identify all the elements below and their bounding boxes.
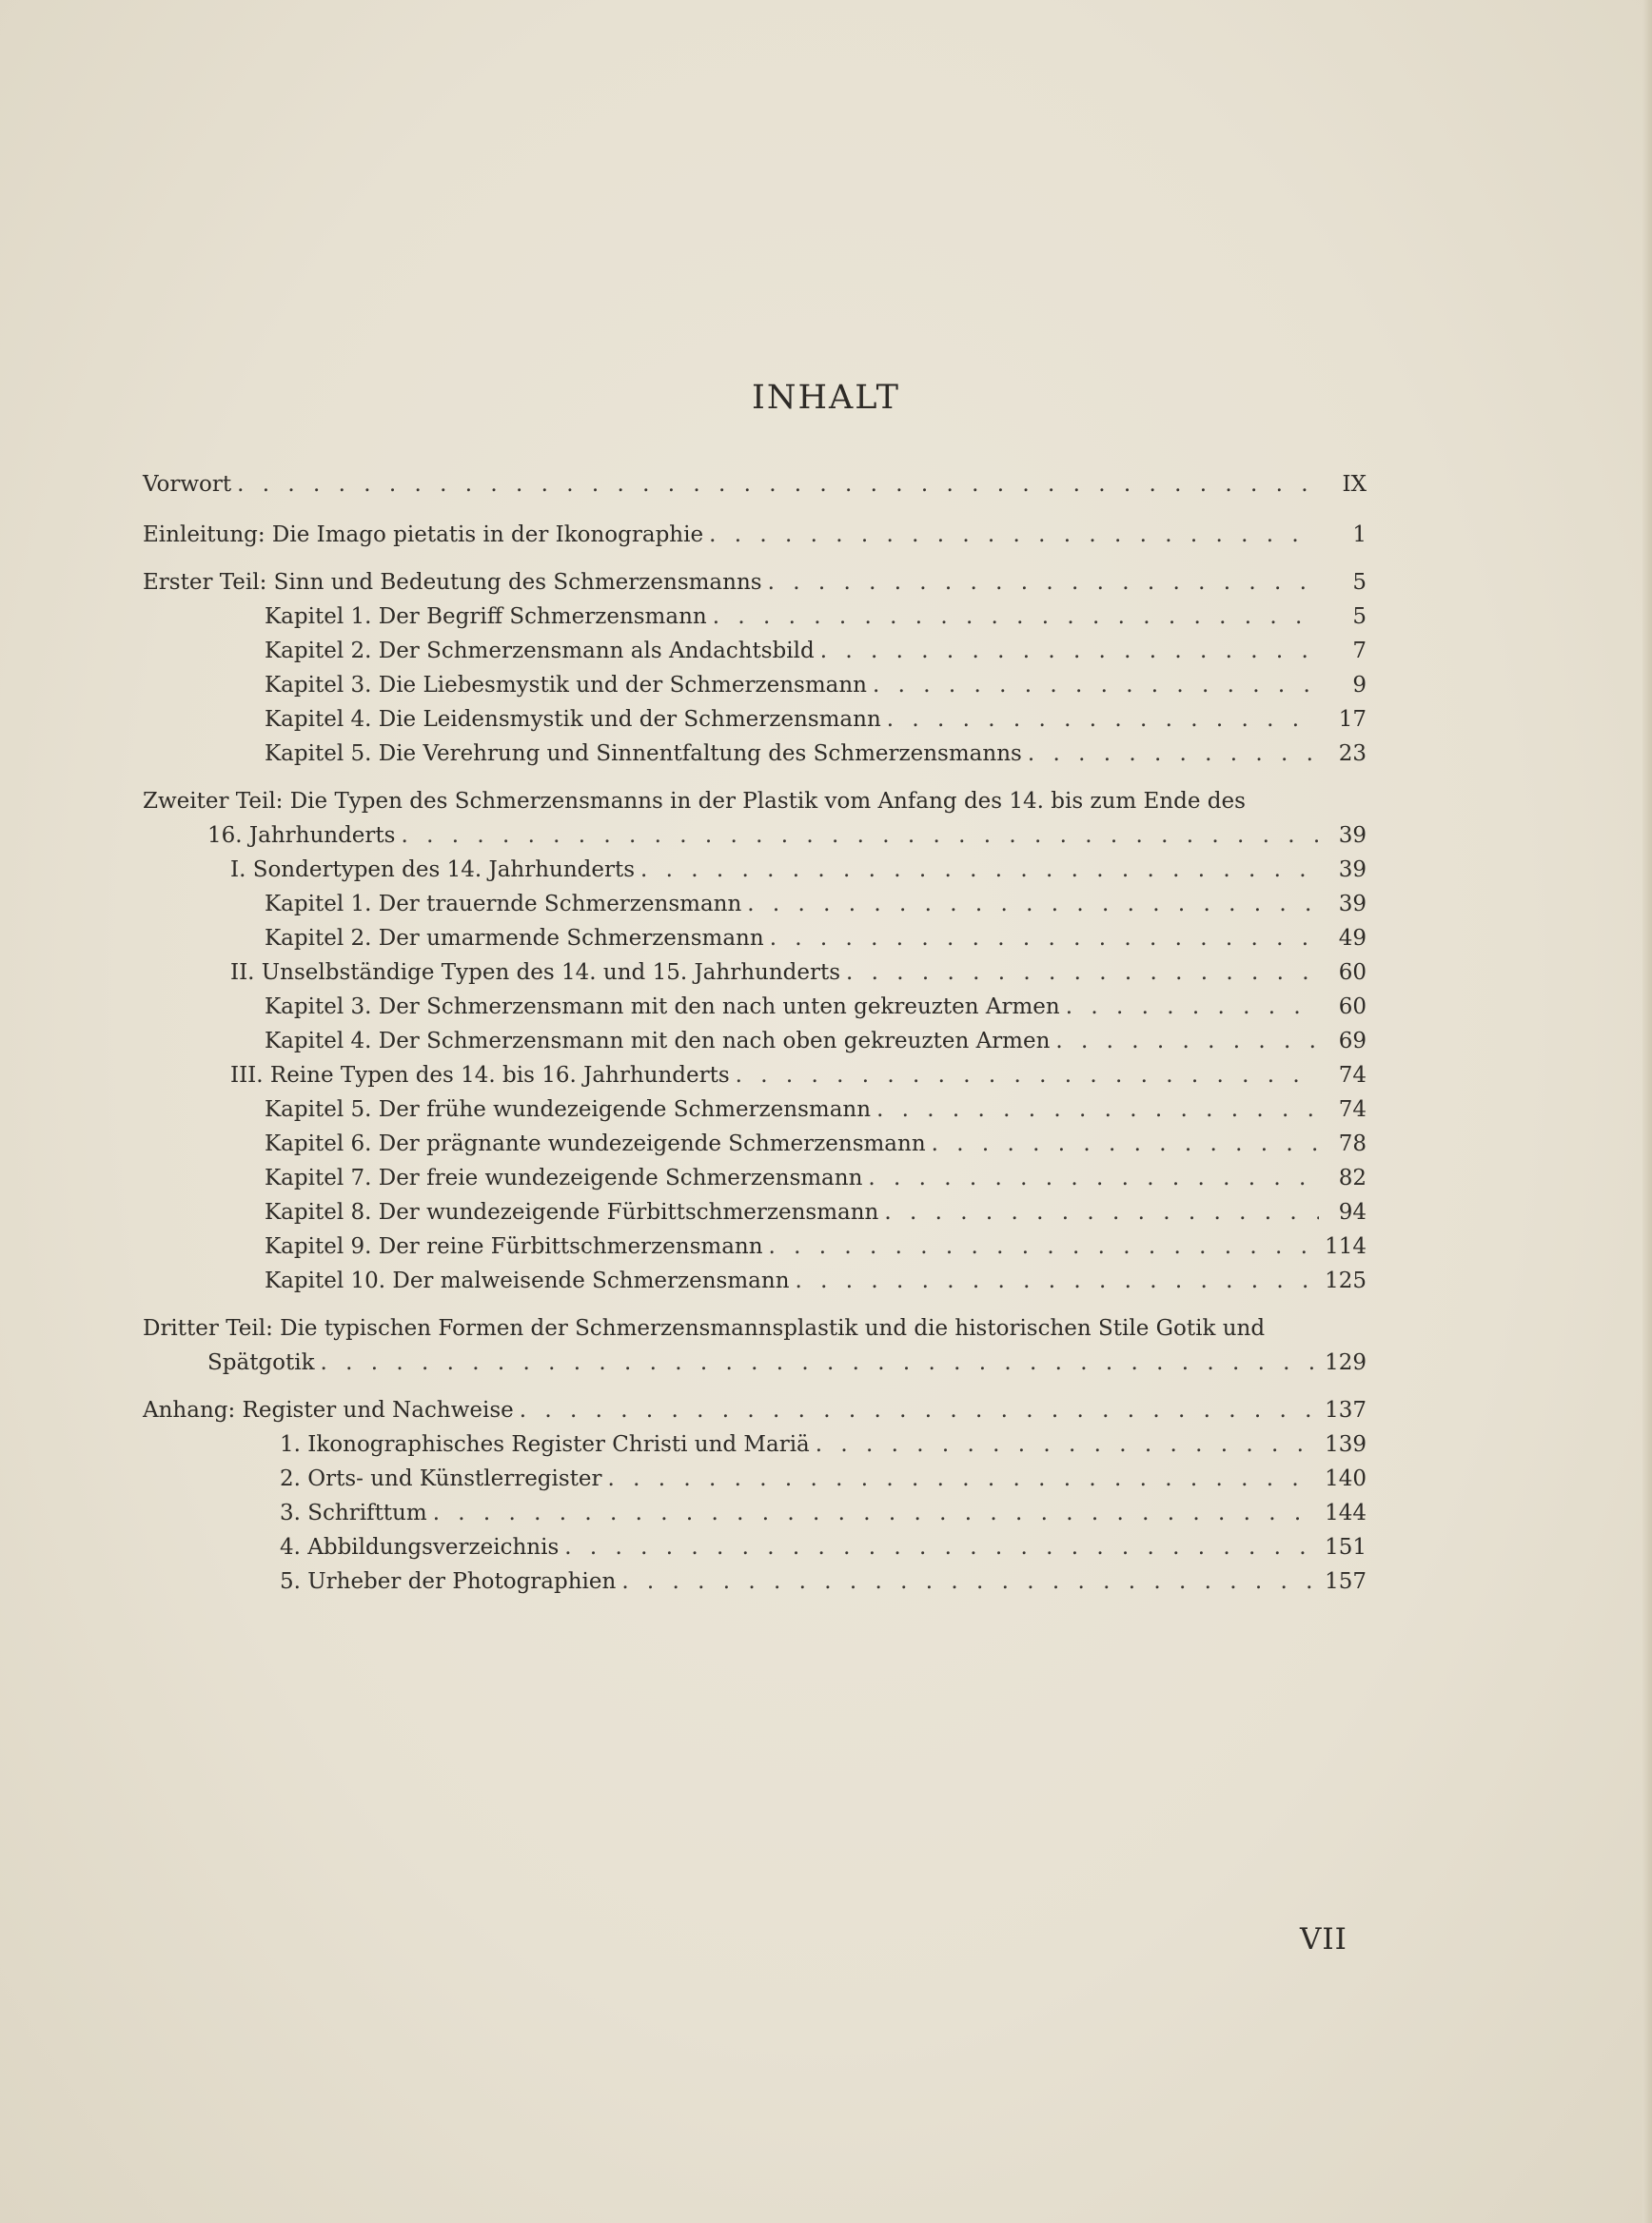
page-number: 139 <box>1325 1432 1367 1457</box>
toc-entry-section-iii: III. Reine Typen des 14. bis 16. Jahrhunderts . . . 74 <box>143 1058 1367 1092</box>
page-number: 140 <box>1325 1466 1367 1491</box>
toc-entry-kapitel-5-fruehe: Kapitel 5. Der frühe wundezeigende Schmerzensmann . . . 74 <box>143 1092 1367 1127</box>
toc-entry-kapitel-5: Kapitel 5. Die Verehrung und Sinnentfaltung des Schmerzensmanns . . . 23 <box>143 737 1367 771</box>
toc-entry-einleitung: Einleitung: Die Imago pietatis in der Ikonographie . . . 1 <box>143 518 1367 552</box>
page-number: 60 <box>1338 994 1367 1019</box>
page-edge <box>1642 0 1652 2223</box>
toc-entry-kapitel-9: Kapitel 9. Der reine Fürbittschmerzensmann . . . 114 <box>143 1230 1367 1264</box>
toc-entry-kapitel-2: Kapitel 2. Der Schmerzensmann als Andachtsbild . . . 7 <box>143 634 1367 668</box>
toc-entry-erster-teil: Erster Teil: Sinn und Bedeutung des Schmerzensmanns . . . 5 <box>143 565 1367 600</box>
page-number: 82 <box>1338 1166 1367 1190</box>
page-number: 74 <box>1338 1063 1367 1088</box>
toc-entry-kapitel-7: Kapitel 7. Der freie wundezeigende Schmerzensmann . . . 82 <box>143 1161 1367 1195</box>
toc-entry-kapitel-3-unten: Kapitel 3. Der Schmerzensmann mit den nach unten gekreuzten Armen . . . 60 <box>143 990 1367 1024</box>
page-number: 125 <box>1325 1269 1367 1293</box>
toc-entry-anhang: Anhang: Register und Nachweise . . . 137 <box>143 1393 1367 1427</box>
toc-entry-kapitel-3: Kapitel 3. Die Liebesmystik und der Schmerzensmann . . . 9 <box>143 668 1367 702</box>
page-number: 49 <box>1338 926 1367 951</box>
toc-entry-kapitel-2-umarmende: Kapitel 2. Der umarmende Schmerzensmann . . . 49 <box>143 921 1367 955</box>
page-number: 39 <box>1338 823 1367 848</box>
page-number: 69 <box>1338 1029 1367 1053</box>
table-of-contents <box>143 464 1367 1599</box>
page-number: 39 <box>1338 857 1367 882</box>
toc-entry-kapitel-6: Kapitel 6. Der prägnante wundezeigende Schmerzensmann . . . 78 <box>143 1127 1367 1161</box>
toc-entry-section-ii: II. Unselbständige Typen des 14. und 15. Jahrhunderts . . . 60 <box>143 955 1367 990</box>
page-number: 129 <box>1325 1350 1367 1375</box>
toc-entry-zweiter-teil: Zweiter Teil: Die Typen des Schmerzensmanns in der Plastik vom Anfang des 14. bis zum Ende des <box>143 789 1246 814</box>
toc-entry-dritter-teil-continued: Spätgotik . . . 129 <box>143 1346 1367 1380</box>
toc-entry-anhang-1: 1. Ikonographisches Register Christi und Mariä . . . 139 <box>143 1427 1367 1462</box>
page-number: 9 <box>1352 673 1367 698</box>
toc-entry-dritter-teil: Dritter Teil: Die typischen Formen der Schmerzensmannsplastik und die historischen Stile Gotik und <box>143 1316 1266 1341</box>
page-number: 17 <box>1338 707 1367 732</box>
toc-entry-anhang-3: 3. Schrifttum . . . 144 <box>143 1496 1367 1530</box>
page-number: 144 <box>1325 1501 1367 1525</box>
page-number: 23 <box>1338 741 1367 766</box>
toc-entry-kapitel-4: Kapitel 4. Die Leidensmystik und der Schmerzensmann . . . 17 <box>143 702 1367 737</box>
page-number: 78 <box>1338 1131 1367 1156</box>
page-folio: VII <box>1300 1922 1347 1957</box>
page-number: 157 <box>1325 1569 1367 1594</box>
toc-entry-anhang-4: 4. Abbildungsverzeichnis . . . 151 <box>143 1530 1367 1564</box>
page-number: IX <box>1342 472 1367 497</box>
page-number: 7 <box>1352 639 1367 663</box>
page-number: 5 <box>1352 570 1367 595</box>
page-number: 137 <box>1325 1398 1367 1423</box>
page-number: 1 <box>1352 522 1367 547</box>
toc-entry-kapitel-4-oben: Kapitel 4. Der Schmerzensmann mit den nach oben gekreuzten Armen . . . 69 <box>143 1024 1367 1058</box>
toc-entry-section-i: I. Sondertypen des 14. Jahrhunderts . . . 39 <box>143 853 1367 887</box>
toc-entry-anhang-5: 5. Urheber der Photographien . . . 157 <box>143 1564 1367 1599</box>
toc-entry-vorwort: Vorwort . . . IX <box>143 464 1367 504</box>
page-number: 74 <box>1338 1097 1367 1122</box>
page-number: 94 <box>1338 1200 1367 1225</box>
toc-entry-kapitel-8: Kapitel 8. Der wundezeigende Fürbittschmerzensmann . . . 94 <box>143 1195 1367 1230</box>
toc-entry-kapitel-1: Kapitel 1. Der Begriff Schmerzensmann . . . 5 <box>143 600 1367 634</box>
toc-entry-anhang-2: 2. Orts- und Künstlerregister . . . 140 <box>143 1462 1367 1496</box>
toc-entry-kapitel-1-trauernde: Kapitel 1. Der trauernde Schmerzensmann . . . 39 <box>143 887 1367 921</box>
page-title: INHALT <box>752 379 900 417</box>
page-number: 114 <box>1325 1234 1367 1259</box>
toc-entry-zweiter-teil-continued: 16. Jahrhunderts . . . 39 <box>143 818 1367 853</box>
page-number: 151 <box>1325 1535 1367 1560</box>
page-number: 60 <box>1338 960 1367 985</box>
toc-entry-kapitel-10: Kapitel 10. Der malweisende Schmerzensmann . . . 125 <box>143 1264 1367 1298</box>
page-number: 5 <box>1352 604 1367 629</box>
page-number: 39 <box>1338 892 1367 916</box>
